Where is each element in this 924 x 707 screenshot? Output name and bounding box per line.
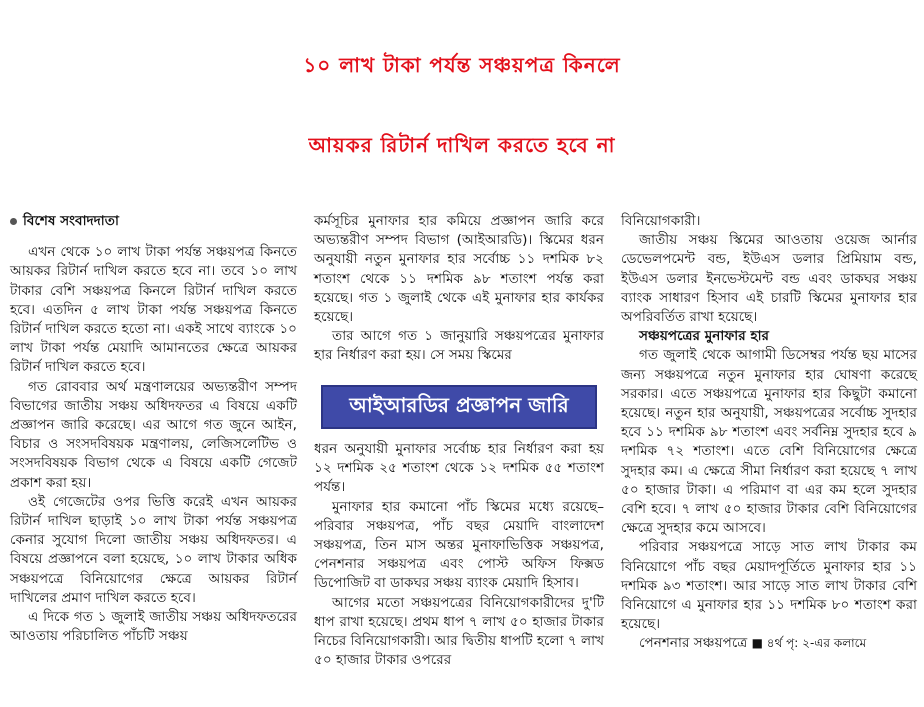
paragraph: আগের মতো সঞ্চয়পত্রের বিনিয়োগকারীদের দু'টি ধাপ রাখা হয়েছে। প্রথম ধাপ ৭ লাখ ৫০ হাজার টাকার নিচের বিনিয়োগকারী। আর দ্বিতীয় ধাপটি হলো ৭ লাখ ৫০ হাজার টাকার ওপরের (314, 594, 604, 669)
paragraph: ধরন অনুযায়ী মুনাফার সর্বোচ্চ হার নির্ধারণ করা হয় ১২ দশমিক ২৫ শতাংশ থেকে ১২ দশমিক ৫৫ শতাংশ পর্যন্ত। (314, 441, 604, 496)
headline-line-1: ১০ লাখ টাকা পর্যন্ত সঞ্চয়পত্র কিনলে (303, 53, 621, 77)
column-2-bottom (314, 440, 604, 670)
paragraph: গত রোববার অর্থ মন্ত্রণালয়ের অভ্যন্তরীণ সম্পদ বিভাগের জাতীয় সঞ্চয় অধিদফতর এ বিষয়ে একটি প্রজ্ঞাপন জারি করেছে। এর আগে গত জুনে আইন, বিচার ও সংসদবিষয়ক মন্ত্রণালয়, লেজিসলেটিভ ও সংসদবিষয়ক বিভাগ থেকে এ বিষয়ে একটি গেজেট প্রকাশ করা হয়। (10, 378, 297, 491)
paragraph-text: পেনশনার সঞ্চয়পত্রে (639, 635, 748, 652)
headline-line-2: আয়কর রিটার্ন দাখিল করতে হবে না (308, 133, 616, 157)
paragraph: জাতীয় সঞ্চয় স্কিমের আওতায় ওয়েজ আর্নার ডেভেলপমেন্ট বন্ড, ইউএস ডলার প্রিমিয়াম বন্ড, ইউএস ডলার ইনভেস্টমেন্ট বন্ড এবং ডাকঘর সঞ্চয় ব্যাংক সাধারণ হিসাব এই চারটি স্কিমের মুনাফার হার অপরিবর্তিত রাখা হয়েছে। (621, 232, 917, 326)
paragraph: মুনাফার হার কমানো পাঁচ স্কিমের মধ্যে রয়েছে– পরিবার সঞ্চয়পত্র, পাঁচ বছর মেয়াদি বাংলাদেশ সঞ্চয়পত্র, তিন মাস অন্তর মুনাফাভিত্তিক সঞ্চয়পত্র, পেনশনার সঞ্চয়পত্র এবং পোস্ট অফিস ফিক্সড ডিপোজিট বা ডাকঘর সঞ্চয় ব্যাংক মেয়াদি হিসাব। (314, 498, 604, 592)
highlight-box (314, 378, 604, 436)
byline (10, 212, 297, 231)
paragraph: ওই গেজেটের ওপর ভিত্তি করেই এখন আয়কর রিটার্ন দাখিল ছাড়াই ১০ লাখ টাকা পর্যন্ত সঞ্চয়পত্র কেনার সুযোগ দিলো জাতীয় সঞ্চয় অধিদফতর। এ বিষয়ে প্রজ্ঞাপনে বলা হয়েছে, ১০ লাখ টাকার অধিক সঞ্চয়পত্রে বিনিয়োগের ক্ষেত্রে আয়কর রিটার্ন দাখিলের প্রমাণ দাখিল করতে হবে। (10, 493, 297, 606)
column-3 (621, 212, 917, 654)
subheading: সঞ্চয়পত্রের মুনাফার হার (639, 328, 770, 345)
column-1 (10, 212, 297, 646)
paragraph (621, 634, 917, 653)
byline-text: বিশেষ সংবাদদাতা (23, 213, 119, 229)
continued-jump-link[interactable]: ■ ৪র্থ পৃ: ২-এর কলামে (751, 636, 867, 651)
paragraph: পরিবার সঞ্চয়পত্রে সাড়ে সাত লাখ টাকার কম বিনিয়োগে পাঁচ বছর মেয়াদপূর্তিতে মুনাফার হার ১১ দশমিক ৯৩ শতাংশ। আর সাড়ে সাত লাখ টাকার বেশি বিনিয়োগে এ মুনাফার হার ১১ দশমিক ৮০ শতাংশ করা হয়েছে। (621, 539, 917, 633)
bullet-icon (10, 218, 17, 225)
column-2-top (314, 212, 604, 366)
highlight-box-title: আইআরডির প্রজ্ঞাপন জারি (321, 385, 597, 429)
paragraph: বিনিয়োগকারী। (621, 213, 701, 229)
paragraph: তার আগে গত ১ জানুয়ারি সঞ্চয়পত্রের মুনাফার হার নির্ধারণ করা হয়। সে সময় স্কিমের (314, 328, 604, 364)
paragraph: গত জুলাই থেকে আগামী ডিসেম্বর পর্যন্ত ছয় মাসের জন্য সঞ্চয়পত্রে নতুন মুনাফার হার ঘোষণা করেছে সরকার। এতে সঞ্চয়পত্রে মুনাফার হার কিছুটা কমানো হয়েছে। নতুন হার অনুযায়ী, সঞ্চয়পত্রের সর্বোচ্চ সুদহার হবে ১১ দশমিক ৯৮ শতাংশ এবং সর্বনিম্ন সুদহার হবে ৯ দশমিক ৭২ শতাংশ। এতে বেশি বিনিয়োগের ক্ষেত্রে সুদহার কম। এ ক্ষেত্রে সীমা নির্ধারণ করা হয়েছে ৭ লাখ ৫০ হাজার টাকা। এ পরিমাণ বা এর কম হলে সুদহার বেশি হবে। ৭ লাখ ৫০ হাজার টাকার বেশি বিনিয়োগের ক্ষেত্রে সুদহার কমে আসবে। (621, 347, 917, 537)
paragraph: এ দিকে গত ১ জুলাই জাতীয় সঞ্চয় অধিদফতরের আওতায় পরিচালিত পাঁচটি সঞ্চয় (10, 609, 297, 645)
paragraph: কর্মসূচির মুনাফার হার কমিয়ে প্রজ্ঞাপন জারি করে অভ্যন্তরীণ সম্পদ বিভাগ (আইআরডি)। স্কিমের ধরন অনুযায়ী নতুন মুনাফার হার সর্বোচ্চ ১১ দশমিক ৮২ শতাংশ থেকে ১১ দশমিক ৯৮ শতাংশ পর্যন্ত করা হয়েছে। গত ১ জুলাই থেকে এই মুনাফার হার কার্যকর হয়েছে। (314, 213, 604, 326)
paragraph: এখন থেকে ১০ লাখ টাকা পর্যন্ত সঞ্চয়পত্র কিনতে আয়কর রিটার্ন দাখিল করতে হবে না। তবে ১০ লাখ টাকার বেশি সঞ্চয়পত্র কিনলে রিটার্ন দাখিল করতে হবে। এতদিন ৫ লাখ টাকা পর্যন্ত সঞ্চয়পত্র কিনতে রিটার্ন দাখিল করতে হতো না। একই সাথে ব্যাংকে ১০ লাখ টাকা পর্যন্ত মেয়াদি আমানতের ক্ষেত্রে আয়কর রিটার্ন দাখিল করতে হবে। (10, 244, 297, 376)
